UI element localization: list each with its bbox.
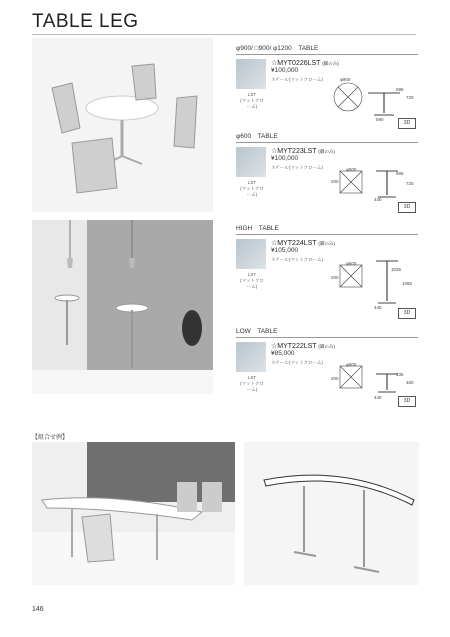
- combo-label: 【組合せ例】: [32, 435, 69, 441]
- model-number: ☆MYT223LST: [271, 148, 317, 155]
- price: ¥100,000: [271, 67, 299, 74]
- section-heading: HIGH TABLE: [236, 223, 418, 235]
- price: ¥100,000: [271, 155, 299, 162]
- 3d-badge[interactable]: 3D: [398, 202, 416, 213]
- price: ¥85,000: [271, 350, 295, 357]
- section-heading: LOW TABLE: [236, 326, 418, 338]
- dim-diameter: φ600: [346, 261, 357, 266]
- dim-height-2: 720: [406, 95, 414, 100]
- dim-height-2: 460: [406, 380, 414, 385]
- dim-height-1: 695: [396, 171, 404, 176]
- photo-round-table: [32, 38, 213, 212]
- model-note: (脚のみ): [318, 344, 335, 349]
- finish-swatch: [236, 59, 266, 89]
- photo-combo-left: [32, 442, 235, 585]
- lst-note: (マットクローム): [240, 98, 264, 109]
- dim-width: 200: [331, 179, 339, 184]
- section-heading: φ900/ □900/ φ1200 TABLE: [236, 43, 418, 55]
- title-divider: [32, 34, 416, 35]
- material: スチール(マットクローム): [271, 165, 324, 170]
- dim-base: 440: [374, 305, 382, 310]
- lst-code: LST: [247, 375, 257, 380]
- page-number: 146: [32, 606, 44, 613]
- material: スチール(マットクローム): [271, 257, 324, 262]
- dim-width: 200: [331, 376, 339, 381]
- model-number: ☆MYT222LST: [271, 343, 317, 350]
- finish-swatch: [236, 147, 266, 177]
- photo-combo-right: [244, 442, 419, 585]
- photo-high-table: [32, 220, 213, 394]
- finish-swatch: [236, 342, 266, 372]
- model-number: ☆MYT224LST: [271, 240, 317, 247]
- dim-width: 200: [331, 275, 339, 280]
- page-title: TABLE LEG: [32, 11, 139, 32]
- model-note: (脚のみ): [318, 241, 335, 246]
- model-note: (脚のみ): [318, 149, 335, 154]
- lst-code: LST: [247, 92, 257, 97]
- dim-diameter: φ900: [340, 77, 351, 82]
- lst-code: LST: [247, 180, 257, 185]
- dim-base: 440: [374, 197, 382, 202]
- section-heading: φ600 TABLE: [236, 131, 418, 143]
- finish-swatch: [236, 239, 266, 269]
- price: ¥105,000: [271, 247, 299, 254]
- section-low-table: [236, 326, 418, 411]
- dim-base: 590: [376, 117, 384, 122]
- section-high-table: [236, 223, 418, 323]
- lst-note: (マットクローム): [240, 278, 264, 289]
- 3d-badge[interactable]: 3D: [398, 308, 416, 319]
- dim-height-1: 1035: [391, 267, 402, 272]
- 3d-badge[interactable]: 3D: [398, 396, 416, 407]
- section-round-table: [236, 43, 418, 138]
- lst-note: (マットクローム): [240, 381, 264, 392]
- dim-base: 440: [374, 395, 382, 400]
- lst-code: LST: [247, 272, 257, 277]
- lst-note: (マットクローム): [240, 186, 264, 197]
- 3d-badge[interactable]: 3D: [398, 118, 416, 129]
- material: スチール(マットクローム): [271, 77, 324, 82]
- dim-diameter: φ600: [346, 362, 357, 367]
- dim-height-2: 1060: [402, 281, 413, 286]
- dim-height-2: 720: [406, 181, 414, 186]
- dim-height-1: 695: [396, 87, 404, 92]
- model-number: ☆MYT0226LST: [271, 60, 321, 67]
- model-note: (脚のみ): [322, 61, 339, 66]
- material: スチール(マットクローム): [271, 360, 324, 365]
- section-600-table: [236, 131, 418, 216]
- dim-height-1: 435: [396, 372, 404, 377]
- dim-diameter: φ600: [346, 167, 357, 172]
